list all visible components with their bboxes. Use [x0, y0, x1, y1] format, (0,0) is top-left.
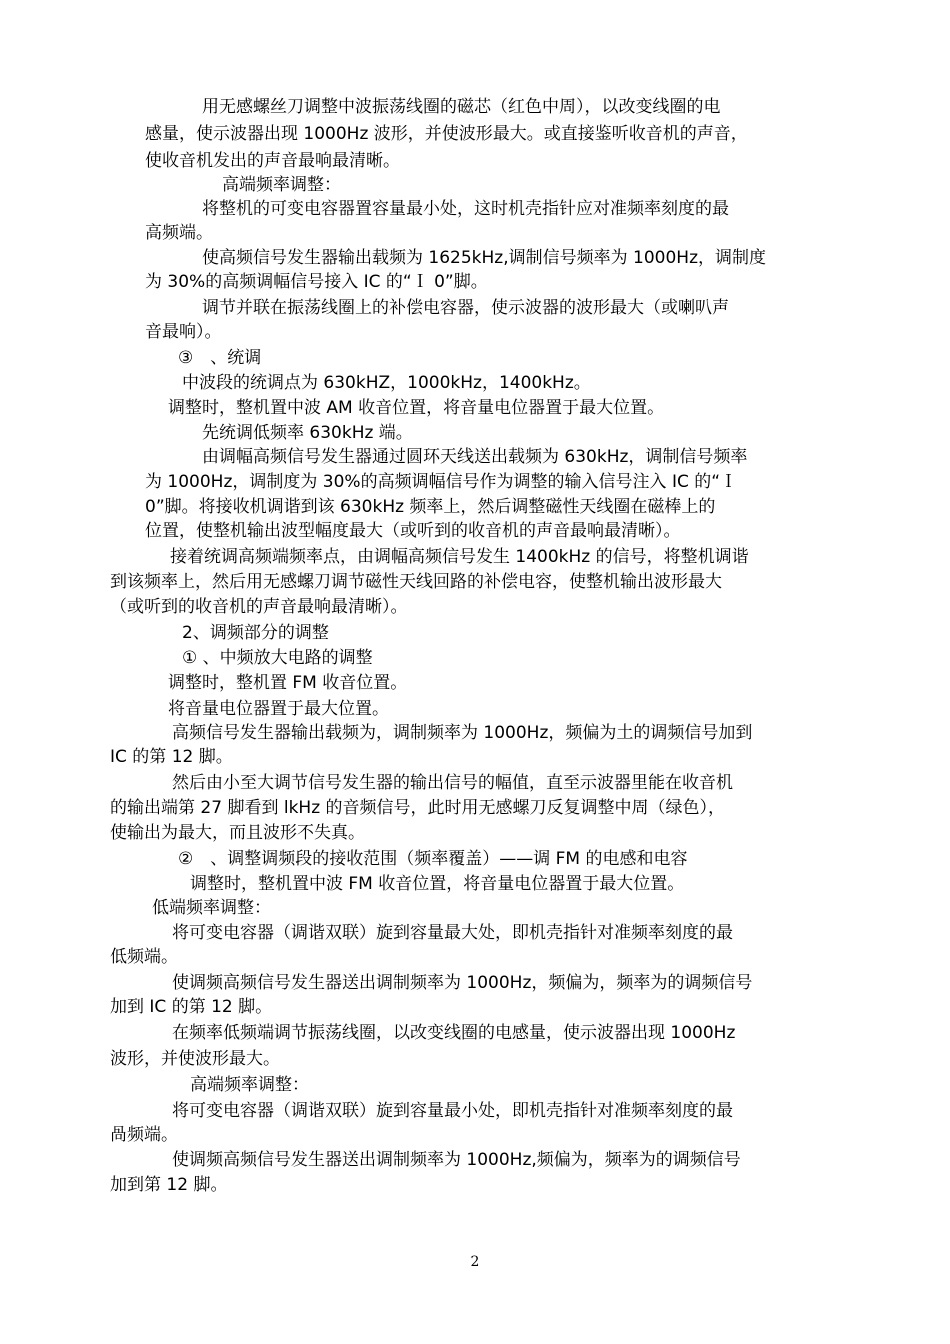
text-line: 使调频高频信号发生器送出调制频率为 1000Hz,频偏为，频率为的调频信号: [172, 1150, 741, 1170]
section-heading: 2、调频部分的调整: [182, 623, 329, 643]
text-line: 将可变电容器（调谐双联）旋到容量最小处，即机壳指针对准频率刻度的最: [172, 1101, 733, 1121]
text-line: 调整时，整机置中波 AM 收音位置，将音量电位器置于最大位置。: [168, 398, 665, 418]
text-line: 位置，使整机输出波型幅度最大（或听到的收音机的声音最响最清晰）。: [145, 521, 681, 541]
text-line: 音最响）。: [145, 322, 222, 342]
text-line: 高频信号发生器输出载频为，调制频率为 1000Hz，频偏为土的调频信号加到: [172, 723, 753, 743]
text-line: 为 1000Hz，调制度为 30%的高频调幅信号作为调整的输入信号注入 IC 的“Ｉ: [145, 472, 738, 492]
text-line: 将整机的可变电容器置容量最小处，这时机壳指针应对准频率刻度的最: [202, 199, 729, 219]
text-line: 在频率低频端调节振荡线圈，以改变线圈的电感量，使示波器出现 1000Hz: [172, 1023, 736, 1043]
text-line: 0”脚。将接收机调谐到该 630kHz 频率上，然后调整磁性天线圈在磁棒上的: [145, 497, 716, 517]
text-line: 使调频高频信号发生器送出调制频率为 1000Hz，频偏为，频率为的调频信号: [172, 973, 753, 993]
section-heading: ① 、中频放大电路的调整: [182, 648, 373, 668]
section-heading: ② 、调整调频段的接收范围（频率覆盖）——调 FM 的电感和电容: [178, 849, 688, 869]
text-line: （或听到的收音机的声音最响最清晰）。: [110, 597, 408, 617]
text-line: 将音量电位器置于最大位置。: [168, 699, 389, 719]
text-line: 调节并联在振荡线圈上的补偿电容器，使示波器的波形最大（或喇叭声: [202, 298, 729, 318]
text-line: 使收音机发出的声音最响最清晰。: [145, 151, 400, 171]
text-line: 加到第 12 脚。: [110, 1175, 228, 1195]
text-line: 高频端。: [145, 223, 213, 243]
section-heading: 高端频率调整：: [190, 1075, 309, 1095]
text-line: 为 30%的高频调幅信号接入 IC 的“Ｉ 0”脚。: [145, 272, 488, 292]
text-line: 接着统调高频端频率点，由调幅高频信号发生 1400kHz 的信号，将整机调谐: [170, 547, 749, 567]
section-heading: 高端频率调整：: [222, 175, 341, 195]
text-line: IC 的第 12 脚。: [110, 747, 233, 767]
text-line: 到该频率上，然后用无感螺刀调节磁性天线回路的补偿电容，使整机输出波形最大: [110, 572, 722, 592]
text-line: 感量，使示波器出现 1000Hz 波形，并使波形最大。或直接鉴听收音机的声音，: [145, 124, 748, 144]
text-line: 加到 IC 的第 12 脚。: [110, 997, 273, 1017]
text-line: 中波段的统调点为 630kHZ，1000kHz，1400kHz。: [182, 373, 591, 393]
text-line: 咼频端。: [110, 1125, 178, 1145]
text-line: 使输出为最大，而且波形不失真。: [110, 823, 365, 843]
text-line: 的输出端第 27 脚看到 lkHz 的音频信号，此时用无感螺刀反复调整中周（绿色），: [110, 798, 726, 818]
text-line: 将可变电容器（调谐双联）旋到容量最大处，即机壳指针对准频率刻度的最: [172, 923, 733, 943]
section-heading: ③ 、统调: [178, 348, 262, 368]
text-line: 用无感螺丝刀调整中波振荡线圈的磁芯（红色中周），以改变线圈的电: [202, 97, 721, 117]
text-line: 然后由小至大调节信号发生器的输出信号的幅值，直至示波器里能在收音机: [172, 773, 733, 793]
text-line: 调整时，整机置中波 FM 收音位置，将音量电位器置于最大位置。: [190, 874, 685, 894]
text-line: 使高频信号发生器输出载频为 1625kHz,调制信号频率为 1000Hz，调制度: [202, 248, 766, 268]
section-heading: 低端频率调整：: [152, 898, 271, 918]
text-line: 低频端。: [110, 947, 178, 967]
text-line: 由调幅高频信号发生器通过圆环天线送出载频为 630kHz，调制信号频率: [202, 447, 748, 467]
text-line: 波形，并使波形最大。: [110, 1049, 280, 1069]
text-line: 调整时，整机置 FM 收音位置。: [168, 673, 408, 693]
text-line: 先统调低频率 630kHz 端。: [202, 423, 413, 443]
page-number: 2: [470, 1254, 480, 1270]
